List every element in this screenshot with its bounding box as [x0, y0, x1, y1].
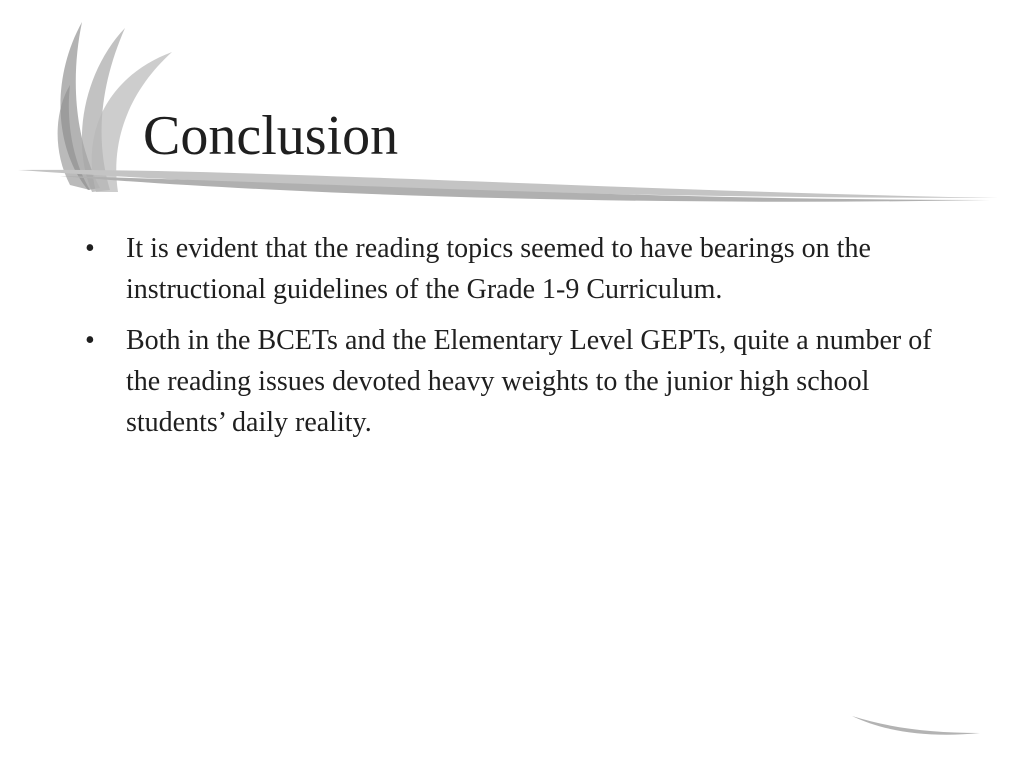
- bullet-text: It is evident that the reading topics seemed to have bearings on the instructional guidelines of the Grade 1-9 Curriculum.: [126, 233, 871, 305]
- slide-title: Conclusion: [143, 105, 399, 167]
- bullet-marker: •: [85, 325, 95, 356]
- bullet-text: Both in the BCETs and the Elementary Level GEPTs, quite a number of the reading issues devoted heavy weights to the junior high school students’ daily reality.: [126, 325, 932, 438]
- bullet-list: [80, 228, 940, 453]
- bullet-marker: •: [85, 233, 95, 264]
- bullet-item: [80, 320, 940, 443]
- bullet-item: [80, 228, 940, 310]
- corner-swoosh: [852, 716, 980, 735]
